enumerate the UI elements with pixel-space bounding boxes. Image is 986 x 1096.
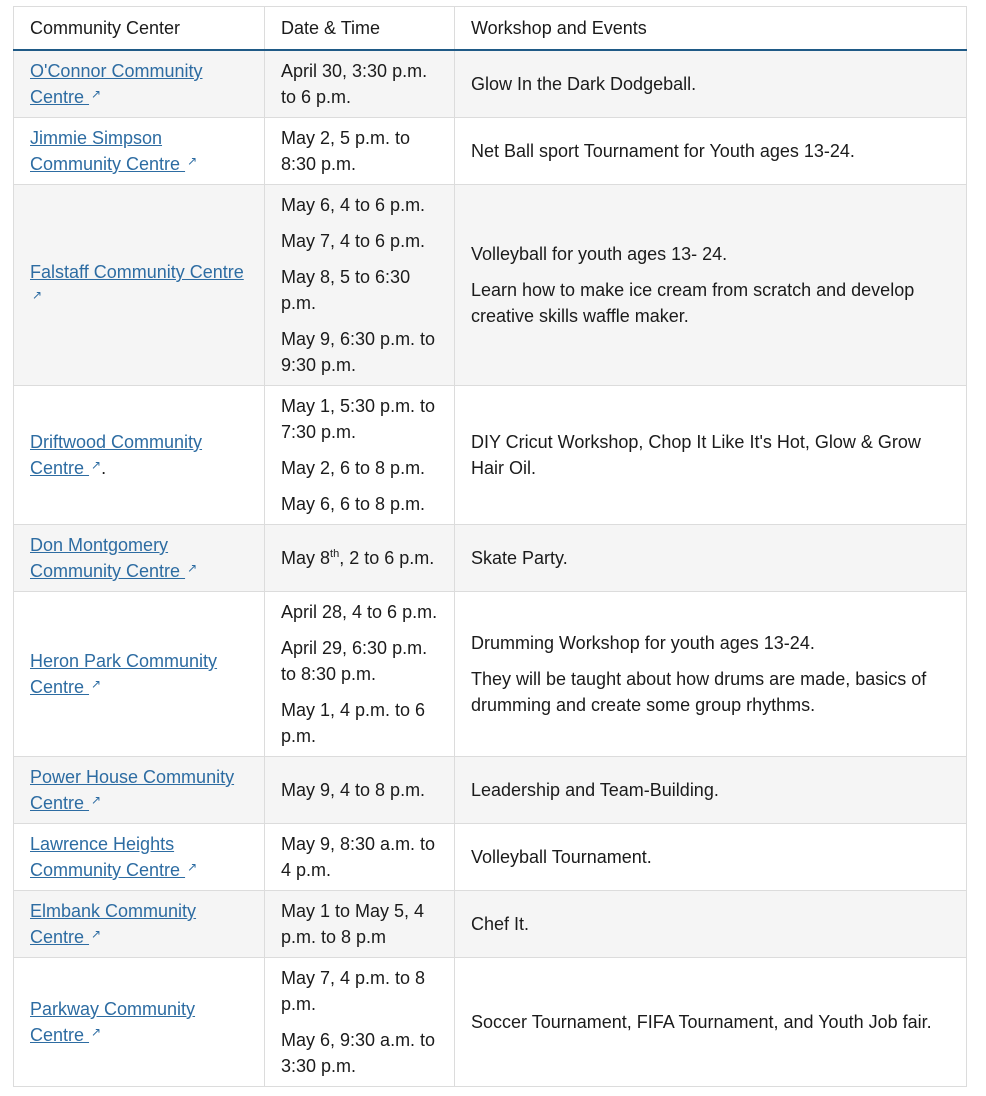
date-text: May 8th, 2 to 6 p.m. [281, 548, 435, 568]
external-link-icon: ↗ [91, 458, 102, 472]
table-row [14, 891, 967, 958]
date-text: April 28, 4 to 6 p.m. [281, 602, 438, 622]
cell-workshop-events [455, 592, 967, 757]
date-text: May 6, 9:30 a.m. to [281, 1030, 436, 1050]
link-text: Community Centre [30, 561, 186, 581]
external-link-icon: ↗ [91, 677, 102, 691]
date-text: May 7, 4 p.m. to 8 [281, 968, 426, 988]
link-text: Centre [30, 927, 90, 947]
link-text: Centre [30, 677, 90, 697]
paragraph-gap [281, 218, 438, 228]
cell-date-time [265, 118, 455, 185]
community-centre-link[interactable] [30, 651, 217, 697]
cell-community-center [14, 757, 265, 824]
header-date-time: Date & Time [265, 7, 455, 51]
events-table [13, 6, 967, 1087]
date-text: May 2, 5 p.m. to [281, 128, 411, 148]
cell-community-center [14, 891, 265, 958]
paragraph-gap [281, 481, 438, 491]
community-centre-link[interactable] [30, 128, 197, 174]
cell-date-time [265, 185, 455, 386]
link-text: Parkway Community [30, 999, 196, 1019]
external-link-icon: ↗ [91, 927, 102, 941]
events-table-container [13, 6, 966, 1087]
date-text: p.m. [281, 994, 317, 1014]
table-body [14, 50, 967, 1087]
date-text: May 7, 4 to 6 p.m. [281, 231, 426, 251]
paragraph-gap [471, 267, 950, 277]
table-row [14, 386, 967, 525]
cell-community-center [14, 824, 265, 891]
event-text: creative skills waffle maker. [471, 306, 689, 326]
date-text: May 1, 4 p.m. to 6 [281, 700, 426, 720]
cell-date-time [265, 50, 455, 118]
event-text: Leadership and Team-Building. [471, 780, 719, 800]
table-row [14, 958, 967, 1087]
cell-date-time [265, 525, 455, 592]
cell-community-center [14, 592, 265, 757]
cell-workshop-events [455, 386, 967, 525]
link-text: O'Connor Community [30, 61, 203, 81]
header-workshop-events: Workshop and Events [455, 7, 967, 51]
event-text: They will be taught about how drums are made, basics of [471, 669, 927, 689]
trailing-punctuation: . [101, 458, 107, 478]
link-text: Jimmie Simpson [30, 128, 163, 148]
cell-date-time [265, 386, 455, 525]
date-text: p.m. to 8 p.m [281, 927, 387, 947]
event-text: DIY Cricut Workshop, Chop It Like It's Hot, Glow & Grow [471, 432, 921, 452]
external-link-icon: ↗ [91, 1025, 102, 1039]
date-text: to 6 p.m. [281, 87, 352, 107]
event-text: Volleyball for youth ages 13- 24. [471, 244, 728, 264]
date-text: May 9, 4 to 8 p.m. [281, 780, 426, 800]
date-text: 3:30 p.m. [281, 1056, 357, 1076]
table-header-row [14, 7, 967, 51]
cell-workshop-events [455, 891, 967, 958]
link-text: Centre [30, 793, 90, 813]
community-centre-link[interactable] [30, 901, 196, 947]
event-text: Hair Oil. [471, 458, 537, 478]
community-centre-link[interactable] [30, 432, 202, 478]
link-text: Centre [30, 1025, 90, 1045]
external-link-icon: ↗ [187, 860, 198, 874]
cell-community-center [14, 386, 265, 525]
link-text: Elmbank Community [30, 901, 197, 921]
table-row [14, 525, 967, 592]
event-text: Learn how to make ice cream from scratch and develop [471, 280, 915, 300]
date-text: May 9, 6:30 p.m. to [281, 329, 436, 349]
date-text: May 6, 6 to 8 p.m. [281, 494, 426, 514]
date-text: May 8, 5 to 6:30 [281, 267, 411, 287]
date-text: May 1 to May 5, 4 [281, 901, 425, 921]
cell-date-time [265, 824, 455, 891]
external-link-icon: ↗ [187, 561, 198, 575]
link-text: Centre [30, 87, 90, 107]
date-text: April 30, 3:30 p.m. [281, 61, 428, 81]
cell-workshop-events [455, 50, 967, 118]
event-text: Skate Party. [471, 548, 568, 568]
date-text: p.m. [281, 726, 317, 746]
link-text: Power House Community [30, 767, 235, 787]
cell-community-center [14, 958, 265, 1087]
date-text: April 29, 6:30 p.m. [281, 638, 428, 658]
link-text: Community Centre [30, 860, 186, 880]
date-text: 4 p.m. [281, 860, 332, 880]
community-centre-link[interactable] [30, 61, 203, 107]
link-text: Heron Park Community [30, 651, 218, 671]
date-text: 8:30 p.m. [281, 154, 357, 174]
external-link-icon: ↗ [187, 154, 198, 168]
community-centre-link[interactable] [30, 767, 234, 813]
header-community-center: Community Center [14, 7, 265, 51]
community-centre-link[interactable] [30, 999, 195, 1045]
community-centre-link[interactable] [30, 535, 197, 581]
external-link-icon: ↗ [91, 793, 102, 807]
cell-date-time [265, 958, 455, 1087]
external-link-icon: ↗ [91, 87, 102, 101]
paragraph-gap [281, 254, 438, 264]
paragraph-gap [281, 445, 438, 455]
event-text: Chef It. [471, 914, 530, 934]
table-row [14, 50, 967, 118]
community-centre-link[interactable] [30, 262, 244, 308]
paragraph-gap [281, 316, 438, 326]
event-text: Glow In the Dark Dodgeball. [471, 74, 697, 94]
cell-community-center [14, 118, 265, 185]
cell-date-time [265, 757, 455, 824]
event-text: Net Ball sport Tournament for Youth ages 13-24. [471, 141, 855, 161]
event-text: Drumming Workshop for youth ages 13-24. [471, 633, 815, 653]
cell-date-time [265, 891, 455, 958]
event-text: drumming and create some group rhythms. [471, 695, 816, 715]
date-text: p.m. [281, 293, 317, 313]
external-link-icon: ↗ [32, 288, 43, 302]
table-row [14, 592, 967, 757]
cell-community-center [14, 185, 265, 386]
date-text: May 2, 6 to 8 p.m. [281, 458, 426, 478]
cell-workshop-events [455, 958, 967, 1087]
cell-workshop-events [455, 118, 967, 185]
event-text: Soccer Tournament, FIFA Tournament, and Youth Job fair. [471, 1012, 932, 1032]
paragraph-gap [281, 687, 438, 697]
cell-community-center [14, 50, 265, 118]
link-text: Driftwood Community [30, 432, 203, 452]
cell-workshop-events [455, 185, 967, 386]
table-row [14, 185, 967, 386]
date-text: to 8:30 p.m. [281, 664, 377, 684]
cell-workshop-events [455, 757, 967, 824]
link-text: Lawrence Heights [30, 834, 175, 854]
table-row [14, 118, 967, 185]
date-text: May 9, 8:30 a.m. to [281, 834, 436, 854]
cell-community-center [14, 525, 265, 592]
community-centre-link[interactable] [30, 834, 197, 880]
date-text: 7:30 p.m. [281, 422, 357, 442]
link-text: Falstaff Community Centre [30, 262, 244, 282]
paragraph-gap [281, 1017, 438, 1027]
link-text: Community Centre [30, 154, 186, 174]
ordinal-suffix: th [330, 548, 340, 560]
cell-workshop-events [455, 824, 967, 891]
date-text: May 6, 4 to 6 p.m. [281, 195, 426, 215]
link-text: Centre [30, 458, 90, 478]
link-text: Don Montgomery [30, 535, 169, 555]
paragraph-gap [471, 656, 950, 666]
date-text: May 1, 5:30 p.m. to [281, 396, 436, 416]
date-text: 9:30 p.m. [281, 355, 357, 375]
table-row [14, 824, 967, 891]
cell-workshop-events [455, 525, 967, 592]
table-row [14, 757, 967, 824]
paragraph-gap [281, 625, 438, 635]
cell-date-time [265, 592, 455, 757]
event-text: Volleyball Tournament. [471, 847, 652, 867]
